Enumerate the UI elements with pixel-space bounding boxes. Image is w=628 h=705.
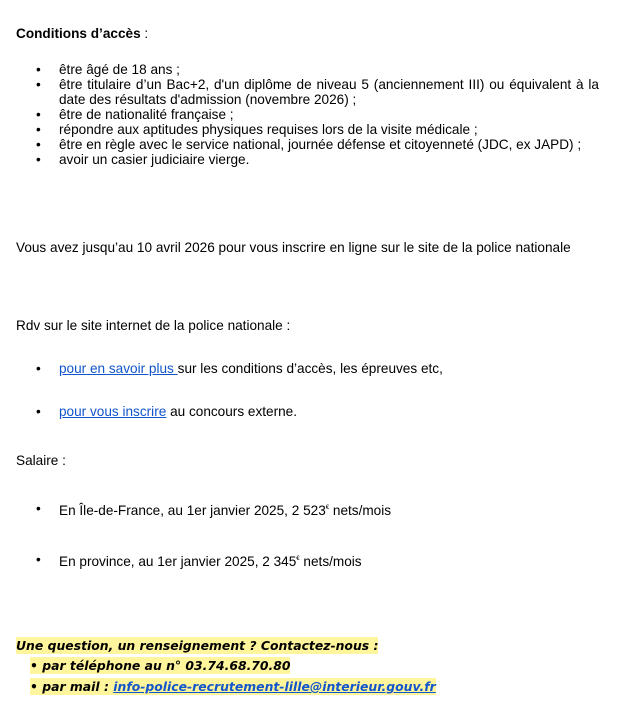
rdv-paragraph: Rdv sur le site internet de la police nationale : (16, 318, 291, 333)
condition-item: • être âgé de 18 ans ; (0, 62, 599, 77)
inscrire-link[interactable]: pour vous inscrire (59, 404, 167, 419)
inscrire-rest: au concours externe. (166, 404, 298, 419)
bullet: • (36, 404, 41, 419)
condition-item: • être titulaire d’un Bac+2, d'un diplôme de niveau 5 (anciennement III) ou équivalent à la date des résultats d'admission (novembre 2026) ; (0, 77, 599, 107)
condition-item: • répondre aux aptitudes physiques requises lors de la visite médicale ; (0, 122, 599, 137)
savoir-plus-link[interactable]: pour en savoir plus (59, 361, 178, 376)
condition-item: • être en règle avec le service national, journée défense et citoyenneté (JDC, ex JAPD) ; (0, 137, 599, 152)
conditions-title (16, 26, 148, 41)
rdv-link-line (59, 361, 443, 376)
contact-mail-label: par mail : (42, 679, 114, 694)
rdv-link-line (59, 404, 297, 419)
bullet: • (36, 361, 41, 376)
contact-phone-row (30, 658, 290, 673)
condition-item: • avoir un casier judiciaire vierge. (0, 152, 599, 167)
conditions-title-colon: : (140, 26, 149, 41)
contact-phone-text: par téléphone au n° 03.74.68.70.80 (42, 658, 291, 673)
salaire-province (59, 552, 362, 569)
salaire-province-text: En province, au 1er janvier 2025, 2 345 (59, 554, 297, 569)
salaire-label: Salaire : (16, 453, 66, 468)
euro-sign: € (296, 556, 300, 562)
salaire-idf (59, 501, 391, 518)
euro-sign: € (325, 505, 330, 511)
contact-phone: • par téléphone au n° 03.74.68.70.80 (30, 658, 291, 673)
contact-mail-row (30, 679, 436, 694)
contact-heading-text: Une question, un renseignement ? Contactez-nous : (16, 638, 379, 653)
condition-item: • être de nationalité française ; (0, 107, 599, 122)
contact-heading (16, 638, 378, 653)
contact-mail-link[interactable]: info-police-recrutement-lille@interieur.gouv.fr (113, 679, 436, 694)
salaire-idf-unit: nets/mois (332, 503, 392, 518)
conditions-title-text: Conditions d’accès (16, 26, 141, 41)
bullet: • (36, 552, 41, 567)
bullet: • (36, 501, 41, 516)
deadline-paragraph: Vous avez jusqu’au 10 avril 2026 pour vous inscrire en ligne sur le site de la police nationale (16, 240, 571, 255)
conditions-list (0, 62, 610, 167)
savoir-plus-rest: sur les conditions d’accès, les épreuves etc, (177, 361, 443, 376)
salaire-province-unit: nets/mois (303, 554, 362, 569)
contact-mail: • par mail : info-police-recrutement-lille@interieur.gouv.fr (30, 679, 436, 694)
salaire-idf-text: En Île-de-France, au 1er janvier 2025, 2 523 (59, 503, 326, 518)
